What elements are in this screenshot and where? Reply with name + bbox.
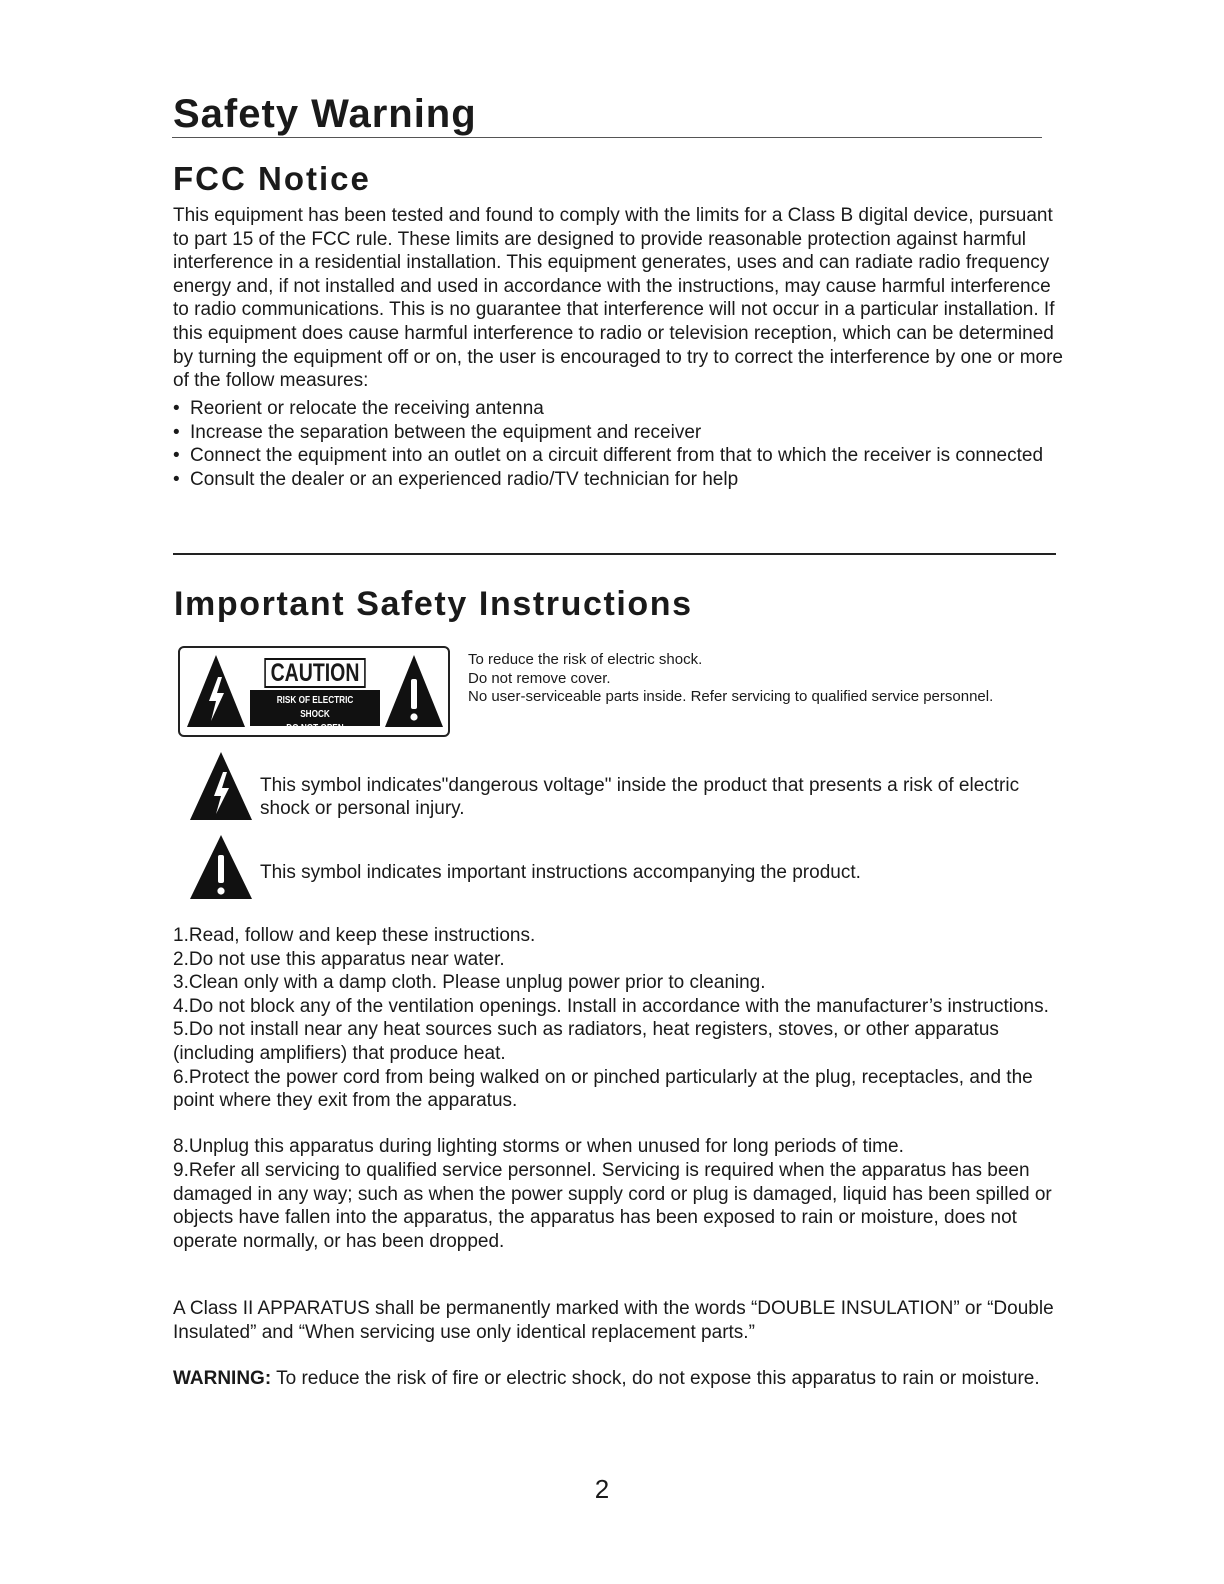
list-item: 6.Protect the power cord from being walked on or pinched particularly at the plug, receptacles, and the point where they exit from the apparatus. [173,1066,1033,1112]
title-divider [172,137,1042,138]
caution-text-line: Do not remove cover. [468,669,611,687]
page-title: Safety Warning [173,92,477,136]
section-divider [173,553,1056,555]
warning-label: WARNING: [173,1368,272,1389]
caution-text-line: No user-serviceable parts inside. Refer servicing to qualified service personnel. [468,688,994,706]
fcc-notice-heading: FCC Notice [173,160,371,197]
important-instructions-description: This symbol indicates important instructions accompanying the product. [260,862,861,883]
caution-subtext-line: RISK OF ELECTRIC SHOCK [276,695,354,720]
page-number: 2 [594,1474,610,1504]
warning-text: To reduce the risk of fire or electric shock, do not expose this apparatus to rain or moisture. [271,1368,1040,1389]
list-item: 1.Read, follow and keep these instructions. [173,925,536,946]
caution-text-line: To reduce the risk of electric shock. [468,651,703,668]
list-item: 5.Do not install near any heat sources such as radiators, heat registers, stoves, or other apparatus (including amplifiers) that produce heat. [173,1019,999,1064]
list-item: 3.Clean only with a damp cloth. Please unplug power prior to cleaning. [173,972,766,994]
list-item: • Increase the separation between the equipment and receiver [173,421,1053,445]
list-item: 9.Refer all servicing to qualified service personnel. Servicing is required when the apparatus has been damaged in any way; such as when the power supply cord or plug is damaged, liquid has been spilled or objects have fallen into the apparatus, the apparatus has been exposed to rain or moisture, does not operate normally, or has been dropped. [173,1159,1052,1252]
dangerous-voltage-description: This symbol indicates"dangerous voltage" inside the product that presents a risk of electric shock or personal injury. [260,775,1020,819]
list-item: • Connect the equipment into an outlet on a circuit different from that to which the receiver is connected [173,444,1053,468]
safety-instructions-heading: Important Safety Instructions [174,585,693,623]
list-item: • Consult the dealer or an experienced radio/TV technician for help [173,468,1053,492]
caution-subtext [250,690,380,734]
class-ii-notice: A Class II APPARATUS shall be permanently marked with the words “DOUBLE INSULATION” or “Double Insulated” and “When servicing use only identical replacement parts.” [173,1298,1054,1343]
lightning-warning-icon [185,653,247,731]
caution-subtext-line: DO NOT OPEN [286,723,344,734]
safety-instructions-list [173,924,1073,1253]
exclamation-warning-icon [383,653,445,731]
list-item: 8.Unplug this apparatus during lighting storms or when unused for long periods of time. [173,1136,904,1158]
warning-notice [173,1367,1073,1391]
dangerous-voltage-icon [188,750,254,822]
fcc-notice-body: This equipment has been tested and found to comply with the limits for a Class B digital device, pursuant to part 15 of the FCC rule. These limits are designed to provide reasonable protection against harmful interference in a residential installation. This equipment generates, uses and can radiate radio frequency energy and, if not installed and used in accordance with the instructions, may cause harmful interference to radio communications. This is no guarantee that interference will not occur in a particular installation. If this equipment does cause harmful interference to radio or television reception, which can be determined by turning the equipment off or on, the user is encouraged to try to correct the interference by one or more of the follow measures: [173,205,1063,392]
list-item: 4.Do not block any of the ventilation openings. Install in accordance with the manufacturer’s instructions. [173,995,1049,1017]
caution-description [468,651,1028,707]
list-item: • Reorient or relocate the receiving antenna [173,397,1053,421]
list-item: 2.Do not use this apparatus near water. [173,948,505,970]
fcc-measures-list [173,397,1053,491]
important-instructions-icon [188,833,254,901]
caution-title: CAUTION [264,658,365,688]
